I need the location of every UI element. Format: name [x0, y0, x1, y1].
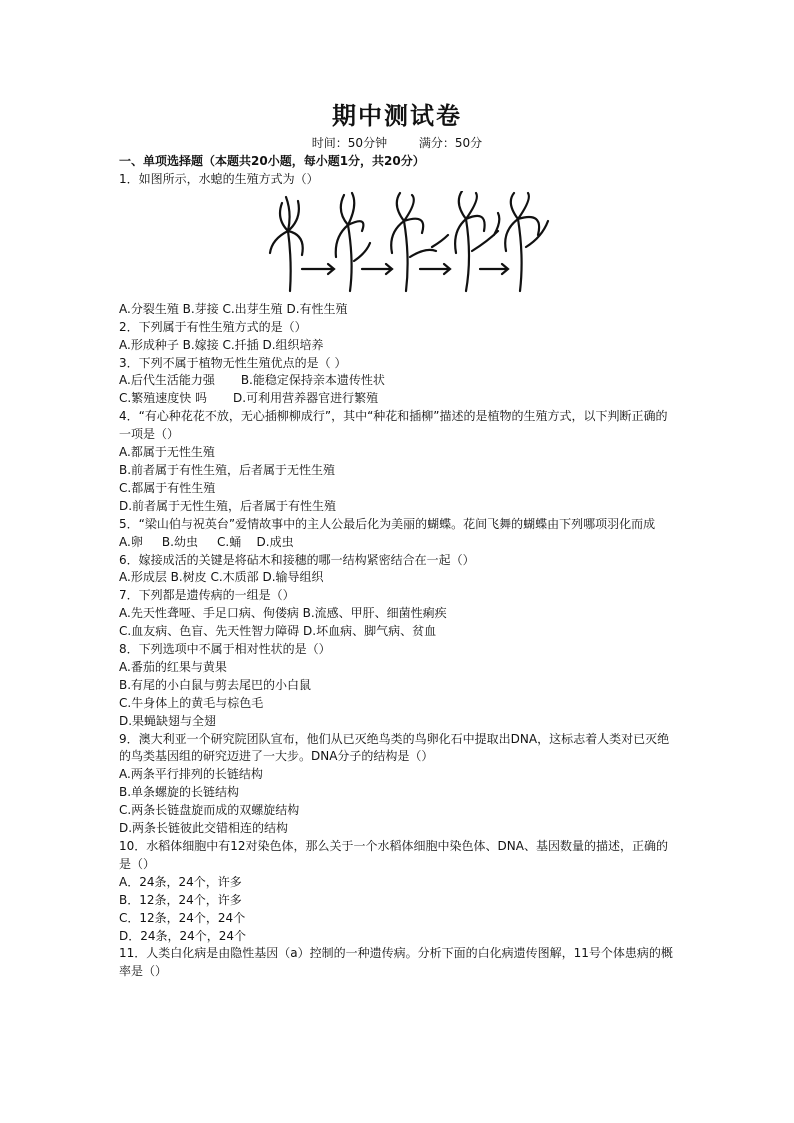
question-9-option-b: B.单条螺旋的长链结构 — [119, 785, 240, 800]
question-11-stem: 11．人类白化病是由隐性基因（a）控制的一种遗传病。分析下面的白化病遗传图解，11号个体患病的概率是（） — [119, 946, 673, 979]
exam-meta — [0, 134, 794, 151]
question-3-option-c: C.繁殖速度快 吗 — [119, 391, 208, 406]
question-2-stem: 2．下列属于有性生殖方式的是（） — [119, 319, 307, 334]
question-8-option-d: D.果蝇缺翅与全翅 — [119, 713, 217, 728]
question-8-stem: 8．下列选项中不属于相对性状的是（） — [119, 642, 331, 657]
question-5-options — [119, 534, 679, 552]
hydra-budding-sequence-icon — [262, 191, 552, 295]
time-label: 时间：50分钟 — [311, 136, 388, 150]
question-5-option-c: C.蛹 — [217, 534, 242, 549]
question-9-option-c: C.两条长链盘旋而成的双螺旋结构 — [119, 803, 300, 818]
question-4-option-c: C.都属于有性生殖 — [119, 480, 216, 495]
question-7-stem: 7．下列都是遗传病的一组是（） — [119, 588, 295, 603]
question-10-stem: 10．水稻体细胞中有12对染色体，那么关于一个水稻体细胞中染色体、DNA、基因数量的描述，正确的是（） — [119, 839, 668, 871]
question-7-options-row-1: A.先天性聋哑、手足口病、佝偻病 B.流感、甲肝、细菌性痢疾 — [119, 606, 447, 621]
question-4-option-b: B.前者属于有性生殖，后者属于无性生殖 — [119, 462, 336, 477]
question-5-option-b: B.幼虫 — [161, 534, 198, 549]
question-4-option-d: D.前者属于无性生殖，后者属于有性生殖 — [119, 498, 337, 513]
question-1-options: A.分裂生殖 B.芽接 C.出芽生殖 D.有性生殖 — [119, 301, 348, 316]
question-8-option-a: A.番茄的红果与黄果 — [119, 659, 227, 674]
question-1-stem: 1．如图所示，水螅的生殖方式为（） — [119, 171, 319, 186]
question-10-option-b: B．12条，24个，许多 — [119, 892, 242, 907]
question-3-options-row-1 — [119, 372, 679, 390]
question-9-stem: 9．澳大利亚一个研究院团队宣布，他们从已灭绝鸟类的鸟卵化石中提取出DNA，这标志着人类对已灭绝的鸟类基因组的研究迈进了一大步。DNA分子的结构是（） — [119, 731, 670, 764]
question-5-option-a: A.卵 — [119, 534, 143, 549]
score-label: 满分：50分 — [418, 136, 483, 150]
question-4-stem: 4．“有心种花花不放，无心插柳柳成行”，其中“种花和插柳”描述的是植物的生殖方式，以下判断正确的一项是（） — [119, 409, 668, 442]
question-5-option-d: D.成虫 — [256, 534, 294, 549]
question-6-options: A.形成层 B.树皮 C.木质部 D.输导组织 — [119, 570, 324, 585]
page-title: 期中测试卷 — [332, 102, 462, 130]
question-10-option-a: A．24条，24个，许多 — [119, 874, 242, 889]
question-9-option-a: A.两条平行排列的长链结构 — [119, 767, 263, 782]
question-3-stem: 3．下列不属于植物无性生殖优点的是（ ） — [119, 355, 347, 370]
question-10-option-c: C．12条，24个，24个 — [119, 910, 246, 925]
question-list — [119, 153, 679, 981]
question-9-option-d: D.两条长链彼此交错相连的结构 — [119, 821, 289, 836]
question-10-option-d: D．24条，24个，24个 — [119, 928, 247, 943]
question-3-option-a: A.后代生活能力强 — [119, 373, 215, 388]
question-4-option-a: A.都属于无性生殖 — [119, 445, 215, 460]
question-8-option-b: B.有尾的小白鼠与剪去尾巴的小白鼠 — [119, 677, 312, 692]
question-3-option-d: D.可利用营养器官进行繁殖 — [233, 391, 379, 406]
question-5-stem: 5．“梁山伯与祝英台”爱情故事中的主人公最后化为美丽的蝴蝶。花间飞舞的蝴蝶由下列哪项羽化而成 — [119, 516, 656, 531]
question-3-options-row-2 — [119, 390, 679, 408]
question-7-options-row-2: C.血友病、色盲、先天性智力障碍 D.坏血病、脚气病、贫血 — [119, 624, 437, 639]
question-6-stem: 6．嫁接成活的关键是将砧木和接穗的哪一结构紧密结合在一起（） — [119, 552, 475, 567]
question-2-options: A.形成种子 B.嫁接 C.扦插 D.组织培养 — [119, 337, 324, 352]
question-8-option-c: C.牛身体上的黄毛与棕色毛 — [119, 695, 264, 710]
section-heading: 一、单项选择题（本题共20小题，每小题1分，共20分） — [119, 154, 425, 168]
question-3-option-b: B.能稳定保持亲本遗传性状 — [240, 373, 385, 388]
